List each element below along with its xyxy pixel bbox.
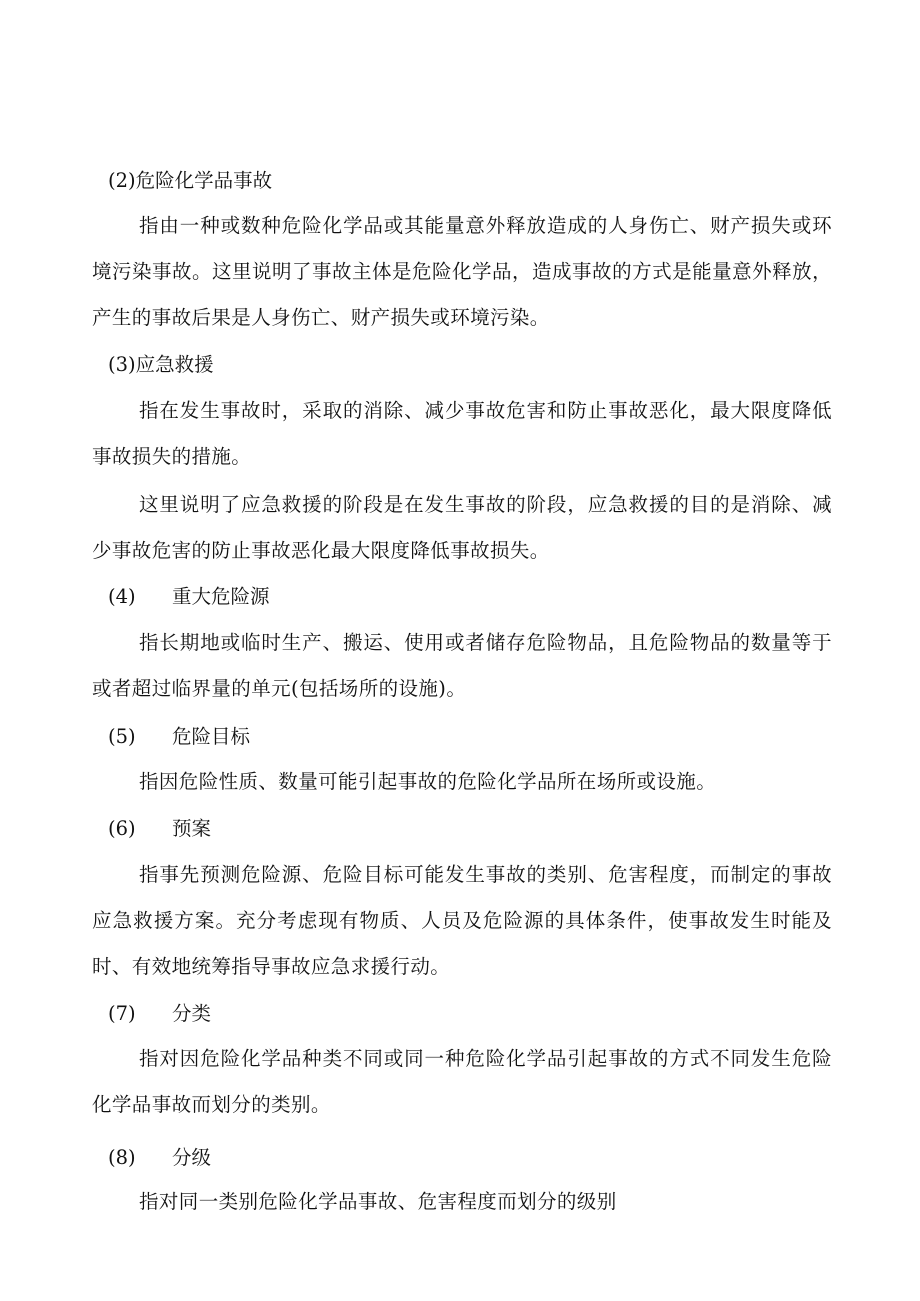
- section-title: 预案: [172, 817, 212, 840]
- section-heading-3: [108, 352, 214, 378]
- section-title: 危险化学品事故: [135, 169, 273, 192]
- paragraph-major-hazard-source: 指长期地或临时生产、搬运、使用或者储存危险物品，且危险物品的数量等于或者超过临界量的单元(包括场所的设施)。: [92, 631, 832, 700]
- section-title: 分级: [172, 1146, 212, 1169]
- section-number: (5): [108, 725, 136, 748]
- section-number: (2): [108, 169, 136, 192]
- section-number: (6): [108, 817, 136, 840]
- paragraph-emergency-rescue-definition: 指在发生事故时，采取的消除、减少事故危害和防止事故恶化，最大限度降低事故损失的措施。: [92, 399, 832, 468]
- section-heading-8: [108, 1145, 211, 1171]
- section-heading-2: [108, 168, 272, 194]
- section-title: 分类: [172, 1002, 212, 1025]
- section-number: (7): [108, 1002, 136, 1025]
- section-title: 重大危险源: [172, 585, 270, 608]
- section-number: (3): [108, 353, 136, 376]
- section-title: 危险目标: [172, 725, 251, 748]
- paragraph-hazardous-chemical-accident: 指由一种或数种危险化学品或其能量意外释放造成的人身伤亡、财产损失或环境污染事故。这里说明了事故主体是危险化学品，造成事故的方式是能量意外释放，产生的事故后果是人身伤亡、财产损失或环境污染。: [92, 214, 832, 329]
- section-number: (4): [108, 585, 136, 608]
- section-title: 应急救援: [135, 353, 214, 376]
- section-heading-7: [108, 1001, 211, 1027]
- paragraph-hazard-target: 指因危险性质、数量可能引起事故的危险化学品所在场所或设施。: [139, 770, 717, 793]
- section-heading-6: [108, 816, 211, 842]
- section-heading-5: [108, 724, 250, 750]
- section-number: (8): [108, 1146, 136, 1169]
- section-heading-4: [108, 584, 270, 610]
- paragraph-contingency-plan: 指事先预测危险源、危险目标可能发生事故的类别、危害程度，而制定的事故应急救援方案。充分考虑现有物质、人员及危险源的具体条件，使事故发生时能及时、有效地统筹指导事故应急求援行动。: [92, 863, 832, 978]
- paragraph-classification: 指对因危险化学品种类不同或同一种危险化学品引起事故的方式不同发生危险化学品事故而划分的类别。: [92, 1047, 832, 1116]
- paragraph-emergency-rescue-explanation: 这里说明了应急救援的阶段是在发生事故的阶段，应急救援的目的是消除、减少事故危害的防止事故恶化最大限度降低事故损失。: [92, 493, 832, 562]
- paragraph-grading: 指对同一类别危险化学品事故、危害程度而划分的级别: [139, 1190, 617, 1213]
